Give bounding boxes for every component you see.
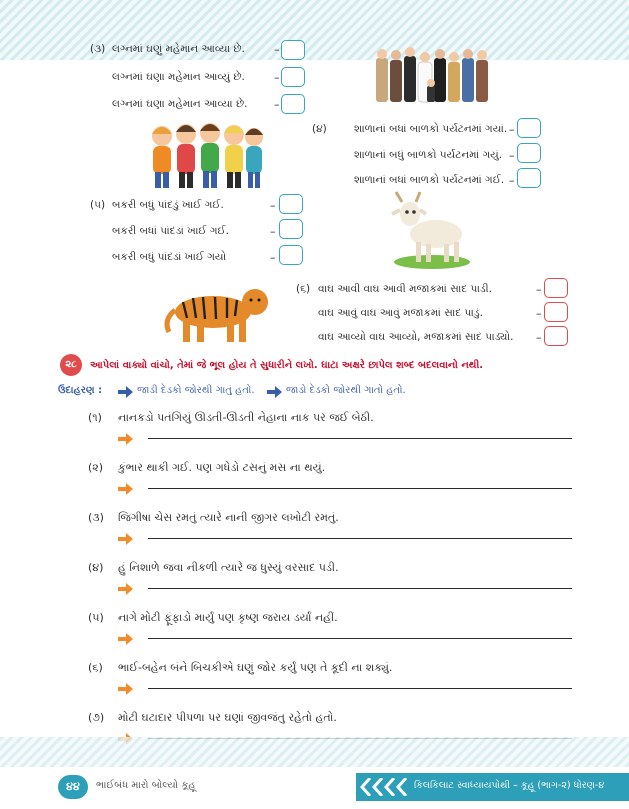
item-number: (૩) (88, 511, 104, 524)
q5-option-1: બકરી બધું પાંદડું ખાઈ ગઈ. (112, 199, 224, 211)
dash: – (536, 331, 542, 344)
dash: – (536, 283, 542, 296)
example-corrected-sentence: જાડો દેડકો જોરથી ગાતો હતો. (286, 385, 406, 396)
answer-line[interactable] (148, 488, 572, 489)
q6-answer-box-1[interactable] (544, 278, 568, 298)
item-sentence: નાગે મોટી ફૂંફાડો માર્યું પણ કૃષ્ણ જરાય ડર્યાં નહીં. (118, 611, 338, 624)
dash: – (274, 98, 280, 111)
example-label: ઉદાહરણ : (58, 385, 103, 396)
q6-number: (૬) (296, 283, 311, 295)
footer-left-text: ભાઈબંધ મારો બોલ્યો કૂહૂ (96, 780, 196, 791)
footer-right-band (356, 773, 629, 801)
q3-option-1: લગ્નમાં ઘણું મહેમાન આવ્યા છે. (112, 43, 245, 55)
chevrons-icon (360, 778, 410, 796)
dash: – (274, 43, 280, 56)
q6-option-2: વાઘ આવું વાઘ આવું મજાકમાં સાદ પાડું. (318, 307, 483, 319)
item-sentence: જિગીષા ચેસ રમતું ત્યારે નાની જીગર લખોટી રમતું. (118, 511, 339, 524)
item-number: (૫) (88, 611, 104, 624)
q5-option-2: બકરી બધાં પાંદડાં ખાઈ ગઈ. (112, 225, 229, 237)
q3-option-2: લગ્નમાં ઘણા મહેમાન આવ્યું છે. (112, 71, 245, 83)
arrow-right-icon (118, 483, 134, 495)
answer-line[interactable] (148, 538, 572, 539)
item-number: (૬) (88, 661, 103, 674)
children-group-illustration (148, 120, 266, 190)
item-sentence: કુંભાર થાકી ગઈ. પણ ગધેડો ટસનું મસ ના થયું. (118, 461, 326, 474)
answer-line[interactable] (148, 688, 572, 689)
dash: – (536, 307, 542, 320)
dash: – (509, 149, 515, 162)
q4-option-2: શાળાનાં બધું બાળકો પર્યટનમાં ગયું. (354, 149, 503, 161)
q6-option-1: વાઘ આવી વાઘ આવી મજાકમાં સાદ પાડી. (318, 283, 492, 295)
item-number: (૧) (88, 411, 102, 424)
q4-answer-box-3[interactable] (517, 168, 541, 188)
dash: – (270, 225, 276, 238)
item-number: (૨) (88, 461, 104, 474)
item-sentence: હું નિશાળે જવા નીકળી ત્યારે જ ધુસ્યું વરસાદ પડી. (118, 561, 339, 574)
dash: – (270, 251, 276, 264)
q5-number: (૫) (90, 199, 106, 211)
q5-answer-box-2[interactable] (279, 219, 303, 239)
q3-number: (૩) (90, 43, 106, 55)
tiger-illustration (163, 280, 273, 345)
item-sentence: મોટી ઘટાદાર પીપળા પર ઘણાં જીવજંતુ રહેતો હતો. (118, 711, 337, 724)
dash: – (270, 199, 276, 212)
dash: – (274, 71, 280, 84)
q3-answer-box-1[interactable] (281, 40, 305, 60)
arrow-right-icon (118, 386, 134, 398)
footer (0, 769, 629, 809)
q4-answer-box-2[interactable] (517, 143, 541, 163)
item-number: (૭) (88, 711, 105, 724)
arrow-right-icon (118, 583, 134, 595)
dash: – (509, 174, 515, 187)
bottom-wave-decoration (0, 737, 629, 767)
q4-option-3: શાળાનાં બધાં બાળકો પર્યટનમાં ગઈ. (354, 174, 505, 186)
q6-answer-box-3[interactable] (544, 326, 568, 346)
q3-answer-box-2[interactable] (281, 67, 305, 87)
exercise-instruction: આપેલાં વાક્યો વાંચો, તેમાં જે ભૂલ હોય તે સુધારીને લખો. ઘાટા અક્ષરે છાપેલ શબ્દ બદલવાનો નથી. (90, 360, 484, 371)
example-wrong-sentence: જાડી દેડકો જોરથી ગાતું હતો. (137, 385, 255, 396)
arrow-right-icon (118, 433, 134, 445)
dash: – (509, 123, 515, 136)
q5-answer-box-1[interactable] (279, 194, 303, 214)
answer-line[interactable] (148, 588, 572, 589)
goat-illustration (390, 190, 474, 270)
item-sentence: નાનકડો પતંગિયું ઊડતી-ઊડતી નેહાના નાક પર જઈ બેઠી. (118, 411, 374, 424)
arrow-right-icon (118, 683, 134, 695)
arrow-right-icon (267, 386, 283, 398)
item-number: (૪) (88, 561, 104, 574)
item-sentence: ભાઈ-બહેન બંને બિચકીએ ઘણું જોર કર્યું પણ તે કૂદી ના શક્યું. (118, 661, 393, 674)
wedding-guests-illustration (372, 46, 498, 108)
q5-option-3: બકરી બધું પાંદડાં ખાઈ ગયો (112, 251, 227, 263)
arrow-right-icon (118, 633, 134, 645)
q6-option-3: વાઘ આવ્યો વાઘ આવ્યો, મજાકમાં સાદ પાડ્યો. (318, 331, 514, 343)
q3-option-3: લગ્નમાં ઘણા મહેમાન આવ્યા છે. (112, 98, 248, 110)
answer-line[interactable] (148, 638, 572, 639)
exercise-number-badge: ૨૮ (60, 354, 82, 376)
q4-number: (૪) (312, 123, 327, 135)
footer-right-text: કિલકિલાટ સ્વાધ્યાયપોથી – કૂહૂ (ભાગ-૨) ધોરણ-૪ (414, 780, 605, 791)
q6-answer-box-2[interactable] (544, 302, 568, 322)
q4-answer-box-1[interactable] (517, 118, 541, 138)
arrow-right-icon (118, 533, 134, 545)
page-number: ૪૪ (58, 775, 88, 799)
q3-answer-box-3[interactable] (281, 94, 305, 114)
q4-option-1: શાળાનાં બધાં બાળકો પર્યટનમાં ગયાં. (354, 123, 508, 135)
q5-answer-box-3[interactable] (279, 245, 303, 265)
answer-line[interactable] (148, 438, 572, 439)
